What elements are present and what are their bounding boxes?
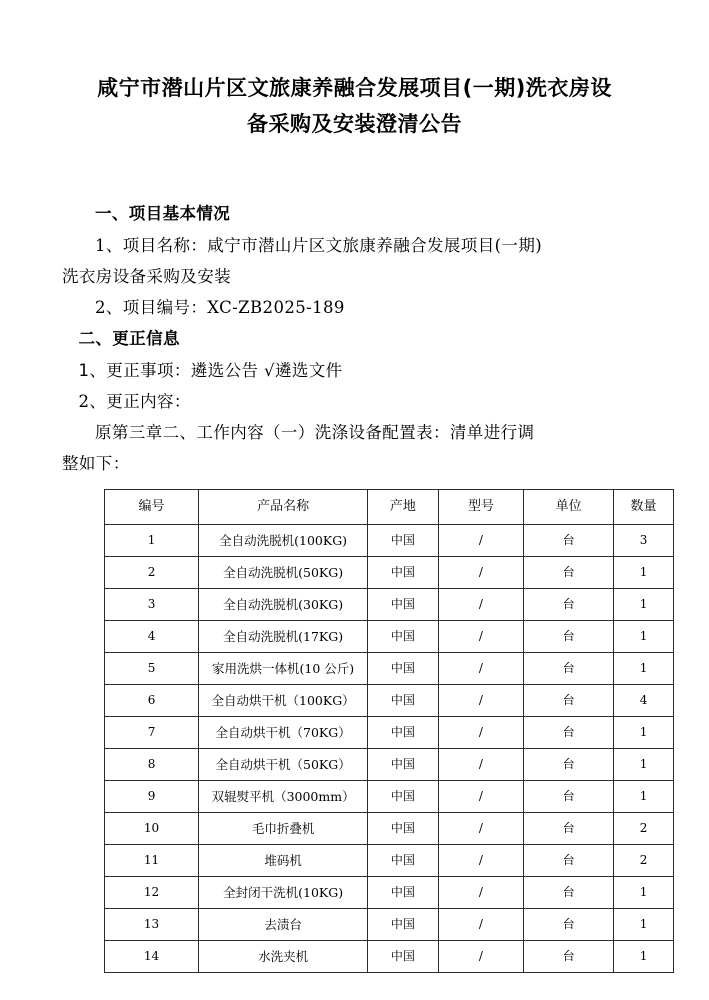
table-cell: / bbox=[438, 621, 524, 653]
table-cell: 台 bbox=[524, 781, 614, 813]
table-cell: 全自动烘干机（50KG） bbox=[199, 749, 368, 781]
table-cell: 中国 bbox=[368, 557, 439, 589]
table-cell: 5 bbox=[105, 653, 199, 685]
table-cell: 1 bbox=[614, 557, 674, 589]
table-cell: 3 bbox=[614, 525, 674, 557]
section-heading-project-info: 一、项目基本情况 bbox=[95, 204, 231, 223]
table-cell: 4 bbox=[614, 685, 674, 717]
table-header-cell: 型号 bbox=[438, 490, 524, 525]
table-cell: 8 bbox=[105, 749, 199, 781]
correction-content-label: 2、更正内容： bbox=[78, 392, 191, 411]
table-cell: 台 bbox=[524, 589, 614, 621]
table-cell: 毛巾折叠机 bbox=[199, 813, 368, 845]
table-cell: 全自动烘干机（70KG） bbox=[199, 717, 368, 749]
table-header-cell: 产地 bbox=[368, 490, 439, 525]
table-header-cell: 编号 bbox=[105, 490, 199, 525]
table-body bbox=[105, 525, 674, 973]
table-cell: 台 bbox=[524, 845, 614, 877]
table-cell: / bbox=[438, 717, 524, 749]
table-cell: 台 bbox=[524, 717, 614, 749]
table-cell: 1 bbox=[614, 909, 674, 941]
table-cell: 中国 bbox=[368, 749, 439, 781]
table-cell: 4 bbox=[105, 621, 199, 653]
table-cell: 去渍台 bbox=[199, 909, 368, 941]
table-cell: 台 bbox=[524, 685, 614, 717]
table-cell: / bbox=[438, 845, 524, 877]
table-cell: / bbox=[438, 749, 524, 781]
table-cell: 1 bbox=[614, 877, 674, 909]
table-cell: 中国 bbox=[368, 621, 439, 653]
table-cell: 台 bbox=[524, 557, 614, 589]
table-cell: 中国 bbox=[368, 685, 439, 717]
table-row bbox=[105, 589, 674, 621]
table-row bbox=[105, 557, 674, 589]
table-cell: 台 bbox=[524, 525, 614, 557]
table-row bbox=[105, 621, 674, 653]
project-number: 2、项目编号：XC-ZB2025-189 bbox=[95, 298, 345, 317]
table-cell: 1 bbox=[614, 621, 674, 653]
table-cell: 全自动洗脱机(17KG) bbox=[199, 621, 368, 653]
table-row bbox=[105, 781, 674, 813]
table-cell: 中国 bbox=[368, 909, 439, 941]
table-cell: 中国 bbox=[368, 813, 439, 845]
table-cell: 台 bbox=[524, 749, 614, 781]
table-cell: 台 bbox=[524, 877, 614, 909]
table-cell: / bbox=[438, 685, 524, 717]
table-cell: 全自动洗脱机(100KG) bbox=[199, 525, 368, 557]
table-header-cell: 数量 bbox=[614, 490, 674, 525]
table-row bbox=[105, 909, 674, 941]
table-row bbox=[105, 749, 674, 781]
table-cell: 中国 bbox=[368, 653, 439, 685]
table-cell: 中国 bbox=[368, 525, 439, 557]
table-cell: 3 bbox=[105, 589, 199, 621]
table-row bbox=[105, 877, 674, 909]
table-cell: 中国 bbox=[368, 781, 439, 813]
table-header-cell: 单位 bbox=[524, 490, 614, 525]
table-cell: 2 bbox=[614, 813, 674, 845]
table-cell: 1 bbox=[614, 589, 674, 621]
table-row bbox=[105, 717, 674, 749]
table-cell: / bbox=[438, 589, 524, 621]
document-body bbox=[62, 198, 647, 479]
page-title bbox=[72, 70, 637, 142]
table-cell: 1 bbox=[614, 653, 674, 685]
table-cell: 6 bbox=[105, 685, 199, 717]
table-cell: 台 bbox=[524, 813, 614, 845]
table-header-row bbox=[105, 490, 674, 525]
table-cell: / bbox=[438, 877, 524, 909]
table-cell: / bbox=[438, 557, 524, 589]
table-cell: 台 bbox=[524, 941, 614, 973]
table-cell: 中国 bbox=[368, 941, 439, 973]
table-cell: 家用洗烘一体机(10 公斤) bbox=[199, 653, 368, 685]
project-name-line-1: 1、项目名称：咸宁市潜山片区文旅康养融合发展项目(一期) bbox=[95, 236, 543, 255]
table-cell: 14 bbox=[105, 941, 199, 973]
table-row bbox=[105, 653, 674, 685]
table-cell: 2 bbox=[105, 557, 199, 589]
table-row bbox=[105, 525, 674, 557]
table-cell: 台 bbox=[524, 909, 614, 941]
title-line-2: 备采购及安装澄清公告 bbox=[247, 112, 462, 136]
table-cell: 12 bbox=[105, 877, 199, 909]
project-name-line-2: 洗衣房设备采购及安装 bbox=[62, 267, 231, 286]
table-cell: / bbox=[438, 653, 524, 685]
table-cell: 11 bbox=[105, 845, 199, 877]
table-cell: 中国 bbox=[368, 589, 439, 621]
table-cell: 1 bbox=[105, 525, 199, 557]
section-heading-correction-info: 二、更正信息 bbox=[78, 329, 180, 348]
correction-subject: 1、更正事项：遴选公告 √遴选文件 bbox=[78, 361, 343, 380]
table-cell: / bbox=[438, 909, 524, 941]
table-cell: / bbox=[438, 941, 524, 973]
table-cell: 1 bbox=[614, 717, 674, 749]
table-cell: / bbox=[438, 525, 524, 557]
table-cell: 13 bbox=[105, 909, 199, 941]
table-cell: 台 bbox=[524, 653, 614, 685]
table-cell: 1 bbox=[614, 749, 674, 781]
correction-description-line-2: 整如下： bbox=[62, 454, 130, 473]
table-cell: / bbox=[438, 781, 524, 813]
correction-description-line-1: 原第三章二、工作内容（一）洗涤设备配置表：清单进行调 bbox=[95, 423, 535, 442]
table-cell: 1 bbox=[614, 941, 674, 973]
table-cell: 全自动洗脱机(30KG) bbox=[199, 589, 368, 621]
table-cell: 10 bbox=[105, 813, 199, 845]
table-cell: 全自动洗脱机(50KG) bbox=[199, 557, 368, 589]
title-line-1: 咸宁市潜山片区文旅康养融合发展项目(一期)洗衣房设 bbox=[97, 76, 612, 100]
table-cell: 7 bbox=[105, 717, 199, 749]
table-cell: 水洗夹机 bbox=[199, 941, 368, 973]
table-cell: 堆码机 bbox=[199, 845, 368, 877]
table-row bbox=[105, 845, 674, 877]
table-cell: 9 bbox=[105, 781, 199, 813]
table-row bbox=[105, 685, 674, 717]
table-row bbox=[105, 813, 674, 845]
table-cell: 1 bbox=[614, 781, 674, 813]
table-header-cell: 产品名称 bbox=[199, 490, 368, 525]
table-row bbox=[105, 941, 674, 973]
equipment-table bbox=[104, 489, 674, 973]
table-cell: 2 bbox=[614, 845, 674, 877]
table-cell: 双辊熨平机（3000mm） bbox=[199, 781, 368, 813]
table-cell: 中国 bbox=[368, 845, 439, 877]
table-cell: / bbox=[438, 813, 524, 845]
table-cell: 全自动烘干机（100KG） bbox=[199, 685, 368, 717]
table-cell: 台 bbox=[524, 621, 614, 653]
table-cell: 全封闭干洗机(10KG) bbox=[199, 877, 368, 909]
table-cell: 中国 bbox=[368, 877, 439, 909]
table-cell: 中国 bbox=[368, 717, 439, 749]
